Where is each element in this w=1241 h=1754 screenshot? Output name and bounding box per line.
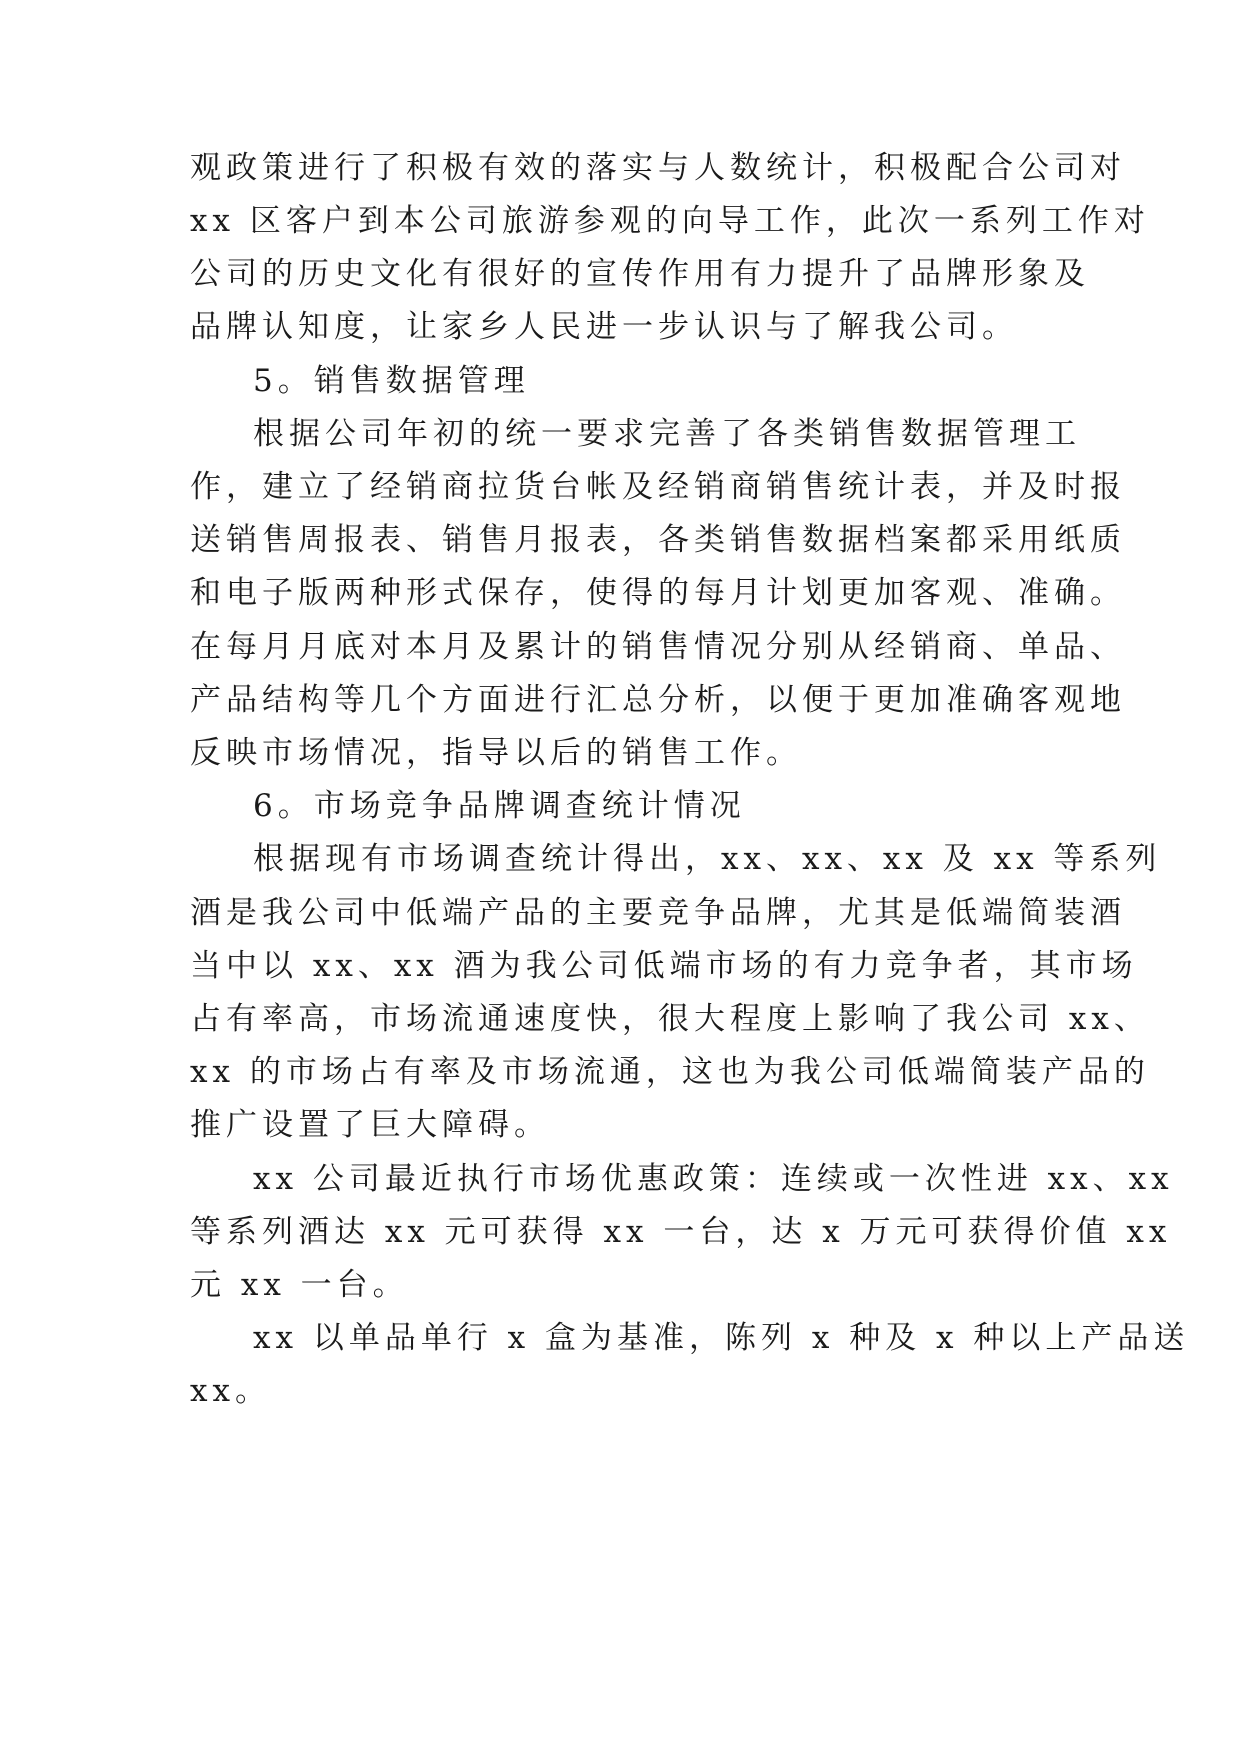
body-text-line: 当中以 xx、xx 酒为我公司低端市场的有力竞争者，其市场 [190,948,1138,984]
body-text-line: 品牌认知度，让家乡人民进一步认识与了解我公司。 [190,309,1018,345]
body-text-line: xx 以单品单行 x 盒为基准，陈列 x 种及 x 种以上产品送 [253,1320,1190,1356]
body-text-line: 和电子版两种形式保存，使得的每月计划更加客观、准确。 [190,575,1126,611]
body-text-line: 酒是我公司中低端产品的主要竞争品牌，尤其是低端简装酒 [190,895,1126,931]
body-text-line: 产品结构等几个方面进行汇总分析，以便于更加准确客观地 [190,682,1126,718]
body-text-line: xx 公司最近执行市场优惠政策：连续或一次性进 xx、xx [253,1161,1174,1197]
body-text-line: 作，建立了经销商拉货台帐及经销商销售统计表，并及时报 [190,469,1126,505]
body-text-line: 元 xx 一台。 [190,1267,409,1303]
body-text-line: xx。 [190,1373,271,1409]
body-text-line: 根据现有市场调查统计得出，xx、xx、xx 及 xx 等系列 [253,841,1162,877]
body-text-line: 送销售周报表、销售月报表，各类销售数据档案都采用纸质 [190,522,1126,558]
body-text-line: 在每月月底对本月及累计的销售情况分别从经销商、单品、 [190,629,1126,665]
section-heading: 6。市场竞争品牌调查统计情况 [253,788,746,824]
body-text-line: 等系列酒达 xx 元可获得 xx 一台，达 x 万元可获得价值 xx [190,1214,1172,1250]
body-text-line: 根据公司年初的统一要求完善了各类销售数据管理工 [253,416,1081,452]
section-heading: 5。销售数据管理 [253,363,530,399]
body-text-line: 观政策进行了积极有效的落实与人数统计，积极配合公司对 [190,150,1126,186]
body-text-line: 公司的历史文化有很好的宣传作用有力提升了品牌形象及 [190,256,1090,292]
body-text-line: xx 的市场占有率及市场流通，这也为我公司低端简装产品的 [190,1054,1150,1090]
body-text-line: 推广设置了巨大障碍。 [190,1107,550,1143]
body-text-line: 占有率高，市场流通速度快，很大程度上影响了我公司 xx、 [190,1001,1150,1037]
body-text-line: 反映市场情况，指导以后的销售工作。 [190,735,802,771]
body-text-line: xx 区客户到本公司旅游参观的向导工作，此次一系列工作对 [190,203,1150,239]
